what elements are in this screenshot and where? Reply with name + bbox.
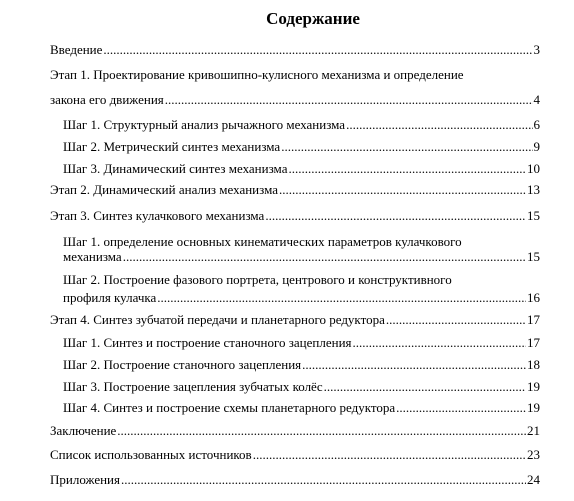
toc-entry-stage-3[interactable]	[50, 208, 540, 223]
toc-entry-stage-4[interactable]	[50, 312, 540, 327]
toc-entry-label: Шаг 1. Структурный анализ рычажного механизма	[63, 117, 346, 132]
toc-entry-step-4-2[interactable]	[63, 357, 540, 372]
toc-entry-label-line2: профиля кулачка	[63, 290, 157, 305]
toc-entry-page: 3	[533, 42, 540, 57]
dot-leader	[117, 423, 526, 438]
toc-entry-label: Этап 4. Синтез зубчатой передачи и планетарного редуктора	[50, 312, 385, 327]
toc-entry-page: 24	[527, 472, 540, 487]
dot-leader	[253, 447, 526, 462]
toc-entry-label-line2: механизма	[63, 249, 122, 264]
toc-entry-references[interactable]	[50, 447, 540, 462]
dot-leader	[386, 312, 526, 327]
toc-entry-page: 10	[527, 161, 540, 176]
toc-entry-page: 19	[527, 400, 540, 415]
toc-entry-label-line2: закона его движения	[50, 92, 164, 107]
toc-entry-step-1-3[interactable]	[63, 161, 540, 176]
toc-entry-page: 13	[527, 182, 540, 197]
toc-entry-label: Шаг 3. Динамический синтез механизма	[63, 161, 288, 176]
toc-entry-label-line1: Шаг 1. определение основных кинематических параметров кулачкового	[63, 234, 462, 249]
toc-entry-label: Список использованных источников	[50, 447, 252, 462]
dot-leader	[165, 92, 533, 107]
dot-leader	[103, 42, 532, 57]
dot-leader	[121, 472, 526, 487]
dot-leader	[346, 117, 532, 132]
dot-leader	[157, 290, 526, 305]
toc-entry-page: 17	[527, 335, 540, 350]
dot-leader	[279, 182, 526, 197]
dot-leader	[123, 249, 526, 264]
toc-entry-label: Заключение	[50, 423, 117, 438]
toc-entry-label: Этап 2. Динамический анализ механизма	[50, 182, 278, 197]
toc-entry-label: Шаг 4. Синтез и построение схемы планетарного редуктора	[63, 400, 396, 415]
dot-leader	[353, 335, 526, 350]
toc-entry-page: 16	[527, 290, 540, 305]
toc-entry-page: 21	[527, 423, 540, 438]
toc-entry-label: Шаг 3. Построение зацепления зубчатых колёс	[63, 379, 323, 394]
toc-entry-step-3-2[interactable]	[63, 272, 540, 305]
toc-entry-stage-2[interactable]	[50, 182, 540, 197]
toc-entry-label: Приложения	[50, 472, 120, 487]
toc-title: Содержание	[266, 9, 360, 28]
toc-entry-page: 19	[527, 379, 540, 394]
dot-leader	[396, 400, 526, 415]
toc-entry-page: 9	[533, 139, 540, 154]
toc-entry-label: Введение	[50, 42, 103, 57]
dot-leader	[302, 357, 526, 372]
dot-leader	[281, 139, 532, 154]
toc-entry-label: Шаг 2. Метрический синтез механизма	[63, 139, 281, 154]
toc-entry-label: Шаг 2. Построение станочного зацепления	[63, 357, 302, 372]
toc-entry-label: Шаг 1. Синтез и построение станочного зацепления	[63, 335, 352, 350]
toc-entry-page: 23	[527, 447, 540, 462]
toc-entry-appendices[interactable]	[50, 472, 540, 487]
toc-entry-step-4-1[interactable]	[63, 335, 540, 350]
toc-entry-page: 17	[527, 312, 540, 327]
toc-entry-label-line1: Этап 1. Проектирование кривошипно-кулисного механизма и определение	[50, 67, 464, 82]
toc-entry-page: 15	[527, 208, 540, 223]
toc-entry-stage-1[interactable]	[50, 67, 540, 107]
toc-entry-page: 6	[533, 117, 540, 132]
dot-leader	[324, 379, 526, 394]
toc-entry-conclusion[interactable]	[50, 423, 540, 438]
toc-entry-label-line1: Шаг 2. Построение фазового портрета, центрового и конструктивного	[63, 272, 452, 287]
toc-entry-step-3-1[interactable]	[63, 234, 540, 264]
dot-leader	[265, 208, 526, 223]
toc-entry-page: 4	[533, 92, 540, 107]
toc-entry-introduction[interactable]	[50, 42, 540, 57]
toc-entry-step-4-4[interactable]	[63, 400, 540, 415]
toc-entry-step-1-2[interactable]	[63, 139, 540, 154]
toc-entry-page: 18	[527, 357, 540, 372]
toc-entry-step-1-1[interactable]	[63, 117, 540, 132]
dot-leader	[288, 161, 526, 176]
toc-entry-label: Этап 3. Синтез кулачкового механизма	[50, 208, 265, 223]
toc-entry-step-4-3[interactable]	[63, 379, 540, 394]
toc-entry-page: 15	[527, 249, 540, 264]
